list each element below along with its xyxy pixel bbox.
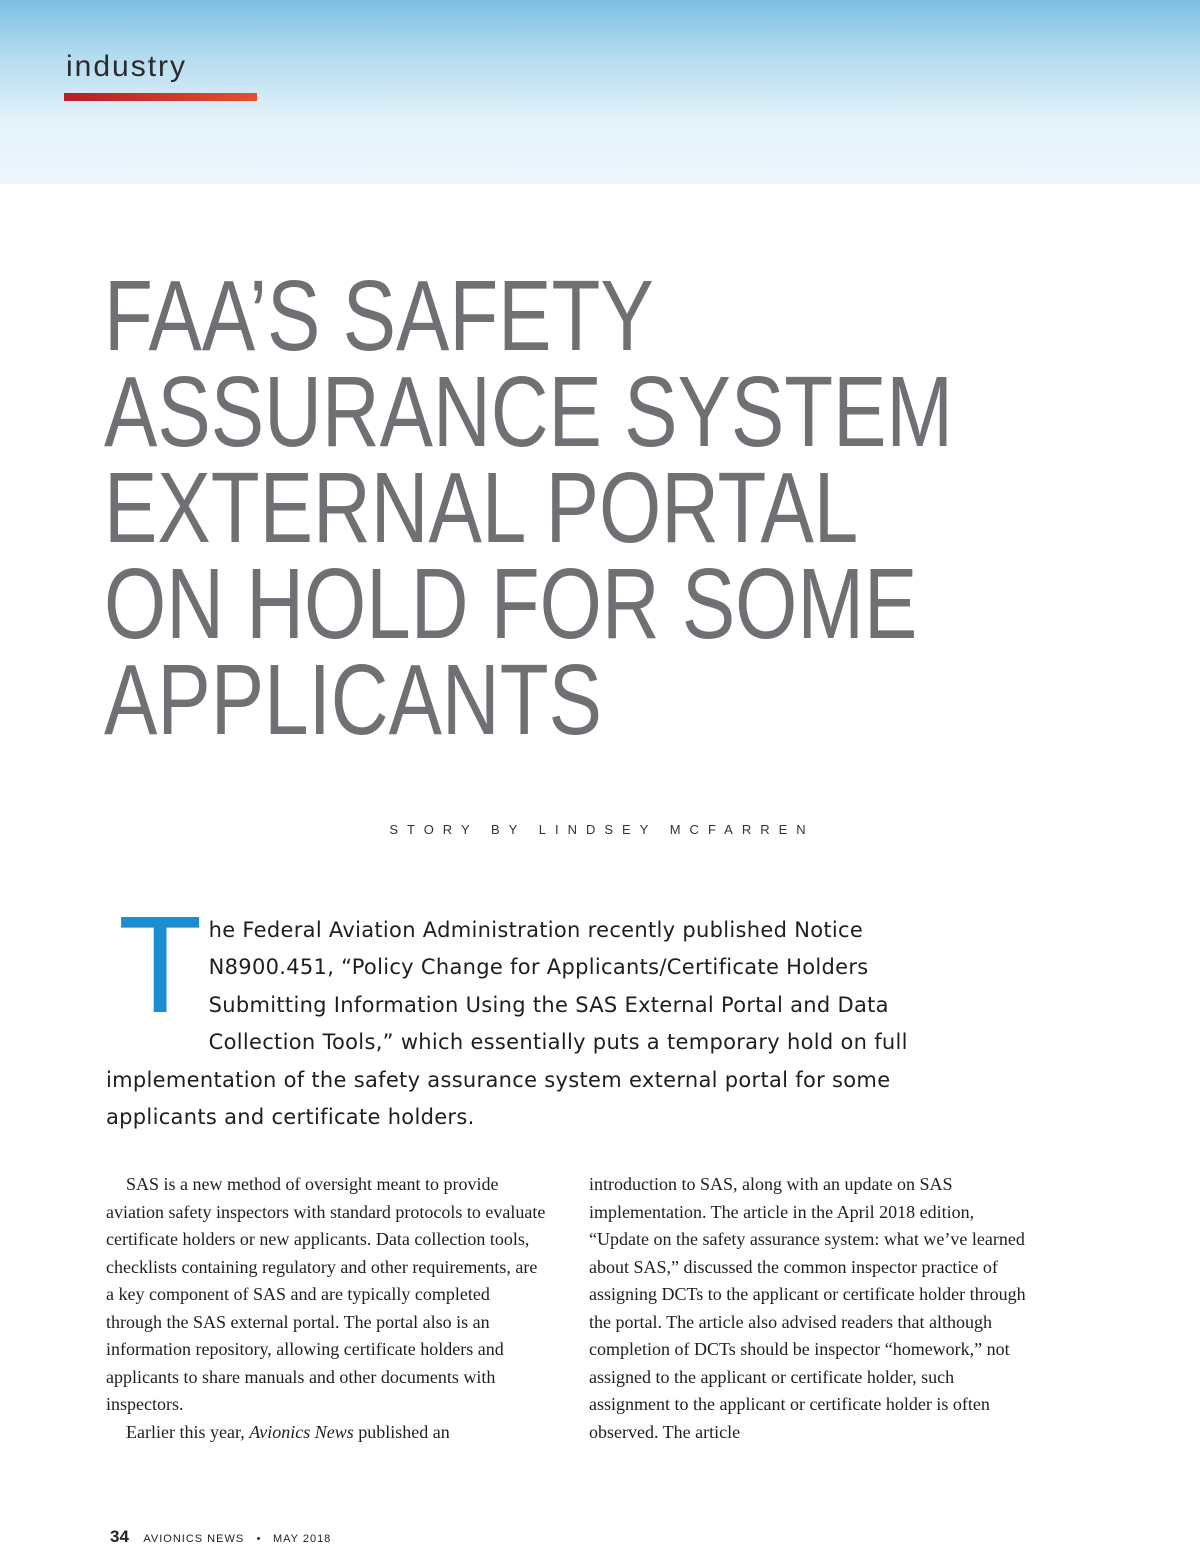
body-column-left — [106, 1171, 546, 1446]
lede-paragraph — [106, 888, 946, 1136]
body-paragraph — [106, 1419, 546, 1447]
body-text: Earlier this year, — [126, 1421, 250, 1442]
byline: STORY BY LINDSEY MCFARREN — [389, 822, 815, 837]
headline-line-5: APPLICANTS — [104, 644, 602, 756]
page-footer — [110, 1528, 331, 1546]
body-text: published an — [353, 1421, 450, 1442]
body-paragraph: SAS is a new method of oversight meant to provide aviation safety inspectors with standard protocols to evaluate certificate holders or new applicants. Data collection tools, checklists containing regulatory and other requirements, are a key component of SAS and are typically completed through the SAS external portal. The portal also is an information repository, allowing certificate holders and applicants to share manuals and other documents with inspectors. — [106, 1174, 546, 1414]
headline-line-2: ASSURANCE SYSTEM — [104, 356, 954, 468]
headline-line-1: FAA’S SAFETY — [104, 260, 654, 372]
body-paragraph: introduction to SAS, along with an update on SAS implementation. The article in the April 2018 edition, “Update on the safety assurance system: what we’ve learned about SAS,” discussed the common inspector practice of assigning DCTs to the applicant or certificate holder through the portal. The article also advised readers that although completion of DCTs should be inspector “homework,” not assigned to the applicant or certificate holder, such assignment to the applicant or certificate holder is often observed. The article — [589, 1174, 1026, 1442]
publication-title: Avionics News — [249, 1421, 354, 1442]
drop-cap: T — [118, 888, 203, 1042]
publication-name: AVIONICS NEWS — [143, 1533, 245, 1545]
lede-text: he Federal Aviation Administration recently published Notice N8900.451, “Policy Change for Applicants/Certificate Holders Submitting Information Using the SAS External Portal and Data Collection Tools,” which essentially puts a temporary hold on full implementation of the safety assurance system external portal for some applicants and certificate holders. — [106, 918, 908, 1130]
footer-separator: • — [256, 1533, 261, 1545]
section-tag: industry — [66, 50, 188, 83]
headline-line-4: ON HOLD FOR SOME — [104, 548, 918, 660]
header-band — [0, 0, 1200, 184]
page-number: 34 — [110, 1527, 129, 1546]
headline-line-3: EXTERNAL PORTAL — [104, 452, 859, 564]
headline — [104, 260, 954, 756]
issue-date: MAY 2018 — [272, 1533, 332, 1545]
section-underline — [64, 93, 257, 101]
body-column-right — [589, 1171, 1029, 1446]
